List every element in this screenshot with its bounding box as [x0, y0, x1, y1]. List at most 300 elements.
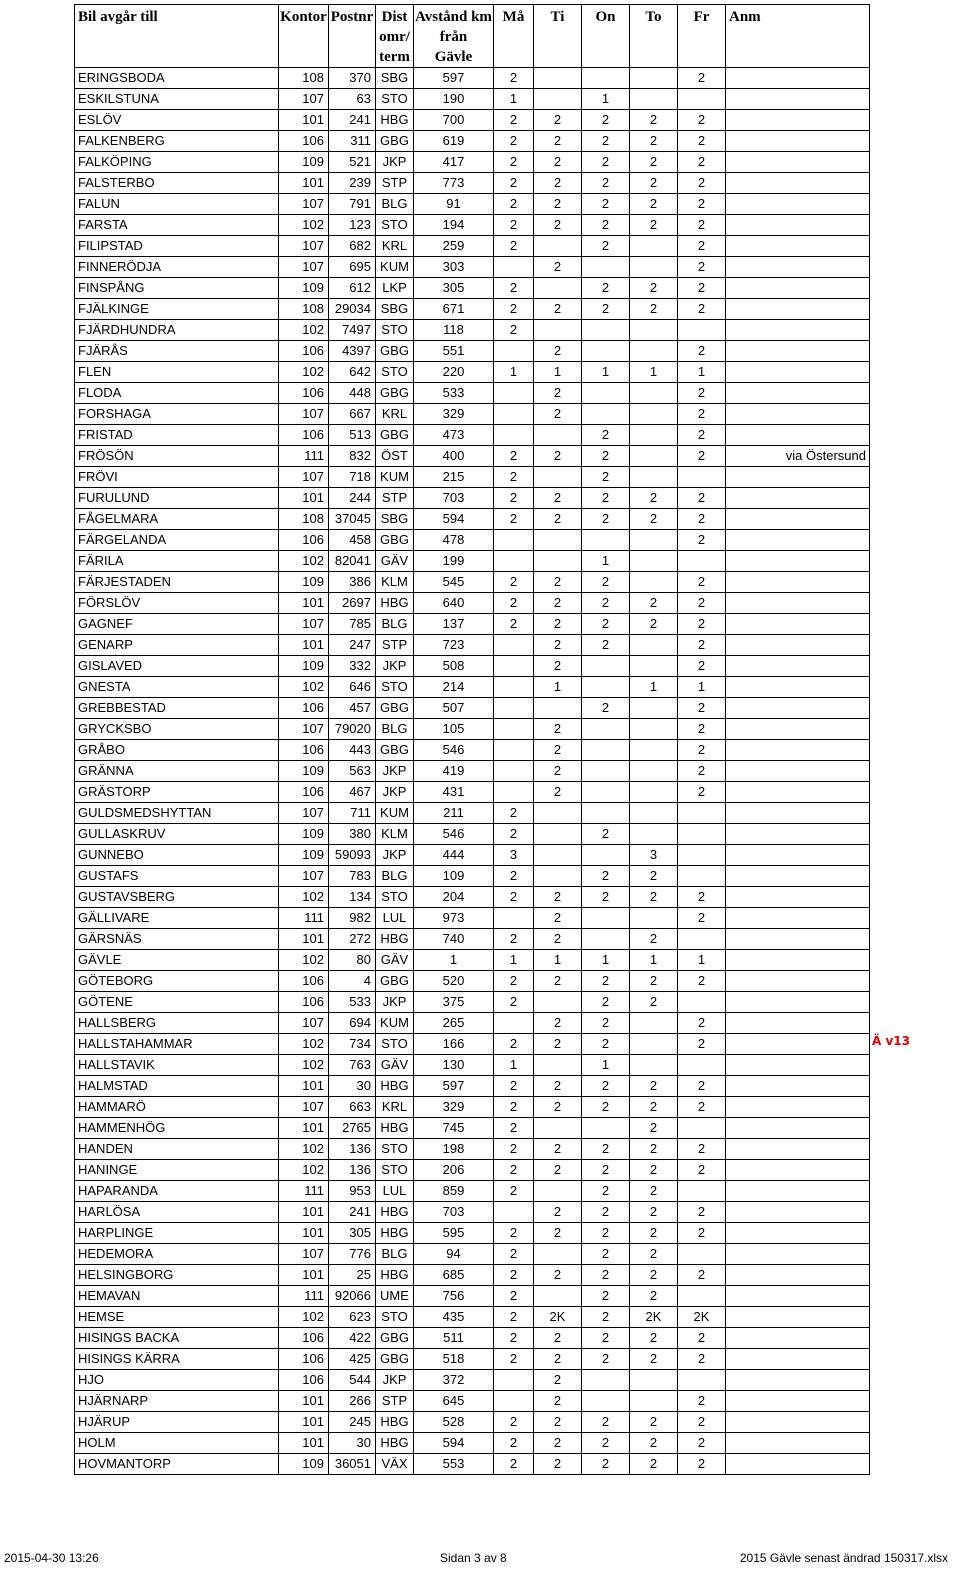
monday-cell: 2 — [494, 992, 534, 1013]
wednesday-cell: 2 — [582, 887, 630, 908]
monday-cell — [494, 719, 534, 740]
postcode-cell: 663 — [329, 1097, 376, 1118]
distance-cell: 214 — [414, 677, 494, 698]
office-cell: 109 — [279, 761, 329, 782]
wednesday-cell: 2 — [582, 593, 630, 614]
postcode-cell: 533 — [329, 992, 376, 1013]
distance-cell: 671 — [414, 299, 494, 320]
table-row — [75, 866, 870, 887]
wednesday-cell: 2 — [582, 215, 630, 236]
office-cell: 102 — [279, 362, 329, 383]
notes-cell — [726, 656, 870, 677]
postcode-cell: 30 — [329, 1076, 376, 1097]
postcode-cell: 123 — [329, 215, 376, 236]
notes-cell — [726, 257, 870, 278]
office-cell: 106 — [279, 425, 329, 446]
notes-cell — [726, 236, 870, 257]
table-row — [75, 68, 870, 89]
thursday-cell: 2 — [630, 278, 678, 299]
notes-cell — [726, 362, 870, 383]
distance-cell: 130 — [414, 1055, 494, 1076]
table-row — [75, 509, 870, 530]
tuesday-cell — [534, 320, 582, 341]
postcode-cell: 59093 — [329, 845, 376, 866]
wednesday-cell — [582, 404, 630, 425]
wednesday-cell: 2 — [582, 1223, 630, 1244]
change-note: Ä v13 — [872, 1034, 910, 1048]
header-line: omr/ — [379, 29, 410, 45]
friday-cell: 2 — [678, 635, 726, 656]
table-row — [75, 992, 870, 1013]
thursday-cell — [630, 1391, 678, 1412]
distance-cell: 594 — [414, 1433, 494, 1454]
district-cell: STP — [376, 173, 414, 194]
tuesday-cell: 2 — [534, 404, 582, 425]
wednesday-cell: 2 — [582, 425, 630, 446]
wednesday-cell: 2 — [582, 1265, 630, 1286]
notes-cell — [726, 131, 870, 152]
office-cell: 109 — [279, 656, 329, 677]
wednesday-cell: 2 — [582, 824, 630, 845]
tuesday-cell: 2 — [534, 656, 582, 677]
notes-cell — [726, 425, 870, 446]
notes-cell — [726, 341, 870, 362]
header-monday — [494, 5, 534, 68]
table-row — [75, 1265, 870, 1286]
tuesday-cell: 2 — [534, 1139, 582, 1160]
postcode-cell: 544 — [329, 1370, 376, 1391]
office-cell: 102 — [279, 1307, 329, 1328]
monday-cell: 2 — [494, 1349, 534, 1370]
destination-cell: FÄRILA — [75, 551, 279, 572]
table-row — [75, 551, 870, 572]
destination-cell: HEMAVAN — [75, 1286, 279, 1307]
tuesday-cell: 2 — [534, 173, 582, 194]
wednesday-cell: 2 — [582, 1244, 630, 1265]
distance-cell: 553 — [414, 1454, 494, 1475]
postcode-cell: 563 — [329, 761, 376, 782]
monday-cell: 2 — [494, 1097, 534, 1118]
distance-cell: 518 — [414, 1349, 494, 1370]
monday-cell: 1 — [494, 1055, 534, 1076]
district-cell: GÄV — [376, 950, 414, 971]
destination-cell: FALKÖPING — [75, 152, 279, 173]
notes-cell — [726, 89, 870, 110]
postcode-cell: 136 — [329, 1160, 376, 1181]
district-cell: KUM — [376, 1013, 414, 1034]
header-line: Kontor — [280, 9, 327, 25]
thursday-cell: 2 — [630, 1244, 678, 1265]
destination-cell: HALLSBERG — [75, 1013, 279, 1034]
friday-cell: 2 — [678, 782, 726, 803]
wednesday-cell: 2 — [582, 1013, 630, 1034]
thursday-cell — [630, 635, 678, 656]
postcode-cell: 370 — [329, 68, 376, 89]
distance-cell: 198 — [414, 1139, 494, 1160]
tuesday-cell: 2 — [534, 446, 582, 467]
notes-cell — [726, 782, 870, 803]
tuesday-cell: 2 — [534, 1013, 582, 1034]
notes-cell — [726, 1223, 870, 1244]
table-row — [75, 1076, 870, 1097]
tuesday-cell: 2 — [534, 1202, 582, 1223]
monday-cell: 2 — [494, 971, 534, 992]
district-cell: STO — [376, 215, 414, 236]
tuesday-cell — [534, 68, 582, 89]
monday-cell: 2 — [494, 299, 534, 320]
monday-cell — [494, 404, 534, 425]
wednesday-cell — [582, 341, 630, 362]
distance-cell: 520 — [414, 971, 494, 992]
district-cell: BLG — [376, 194, 414, 215]
district-cell: HBG — [376, 1265, 414, 1286]
table-row — [75, 383, 870, 404]
office-cell: 106 — [279, 1370, 329, 1391]
postcode-cell: 244 — [329, 488, 376, 509]
office-cell: 101 — [279, 1433, 329, 1454]
tuesday-cell: 2 — [534, 929, 582, 950]
table-row — [75, 614, 870, 635]
notes-cell — [726, 530, 870, 551]
distance-cell: 533 — [414, 383, 494, 404]
monday-cell — [494, 1013, 534, 1034]
notes-cell — [726, 488, 870, 509]
monday-cell: 2 — [494, 887, 534, 908]
tuesday-cell: 2 — [534, 1097, 582, 1118]
table-row — [75, 278, 870, 299]
notes-cell — [726, 593, 870, 614]
table-row — [75, 635, 870, 656]
tuesday-cell — [534, 845, 582, 866]
distance-cell: 372 — [414, 1370, 494, 1391]
distance-cell: 756 — [414, 1286, 494, 1307]
header-line: Ti — [550, 9, 565, 25]
tuesday-cell — [534, 1286, 582, 1307]
tuesday-cell: 2 — [534, 1433, 582, 1454]
thursday-cell: 1 — [630, 677, 678, 698]
destination-cell: GAGNEF — [75, 614, 279, 635]
distance-cell: 473 — [414, 425, 494, 446]
tuesday-cell — [534, 551, 582, 572]
thursday-cell: 2 — [630, 1181, 678, 1202]
tuesday-cell: 2 — [534, 1454, 582, 1475]
office-cell: 106 — [279, 698, 329, 719]
district-cell: GÄV — [376, 551, 414, 572]
table-row — [75, 488, 870, 509]
wednesday-cell: 2 — [582, 971, 630, 992]
wednesday-cell — [582, 383, 630, 404]
friday-cell — [678, 320, 726, 341]
destination-cell: FALKENBERG — [75, 131, 279, 152]
postcode-cell: 791 — [329, 194, 376, 215]
friday-cell: 2 — [678, 530, 726, 551]
wednesday-cell — [582, 68, 630, 89]
header-line: Fr — [693, 9, 710, 25]
table-row — [75, 1139, 870, 1160]
district-cell: HBG — [376, 1223, 414, 1244]
district-cell: BLG — [376, 1244, 414, 1265]
table-row — [75, 173, 870, 194]
district-cell: HBG — [376, 929, 414, 950]
friday-cell: 2 — [678, 194, 726, 215]
friday-cell: 1 — [678, 677, 726, 698]
table-row — [75, 908, 870, 929]
district-cell: KUM — [376, 467, 414, 488]
wednesday-cell: 2 — [582, 299, 630, 320]
thursday-cell — [630, 740, 678, 761]
distance-cell: 640 — [414, 593, 494, 614]
friday-cell — [678, 845, 726, 866]
thursday-cell: 2 — [630, 971, 678, 992]
notes-cell — [726, 1139, 870, 1160]
monday-cell — [494, 740, 534, 761]
distance-cell: 305 — [414, 278, 494, 299]
table-row — [75, 1160, 870, 1181]
destination-cell: FRÖVI — [75, 467, 279, 488]
wednesday-cell: 2 — [582, 1286, 630, 1307]
destination-cell: FALUN — [75, 194, 279, 215]
destination-cell: HISINGS KÄRRA — [75, 1349, 279, 1370]
destination-cell: FÄRGELANDA — [75, 530, 279, 551]
friday-cell: 2 — [678, 1412, 726, 1433]
friday-cell: 2 — [678, 257, 726, 278]
office-cell: 106 — [279, 1349, 329, 1370]
table-row — [75, 1202, 870, 1223]
monday-cell: 2 — [494, 488, 534, 509]
destination-cell: HALLSTAVIK — [75, 1055, 279, 1076]
friday-cell: 2 — [678, 1076, 726, 1097]
friday-cell: 2 — [678, 110, 726, 131]
district-cell: STP — [376, 488, 414, 509]
distance-cell: 773 — [414, 173, 494, 194]
distance-cell: 109 — [414, 866, 494, 887]
distance-cell: 597 — [414, 68, 494, 89]
distance-cell: 545 — [414, 572, 494, 593]
table-row — [75, 152, 870, 173]
wednesday-cell: 2 — [582, 866, 630, 887]
office-cell: 102 — [279, 551, 329, 572]
district-cell: KRL — [376, 236, 414, 257]
wednesday-cell: 2 — [582, 992, 630, 1013]
monday-cell: 2 — [494, 320, 534, 341]
header-line: To — [645, 9, 662, 25]
tuesday-cell: 2 — [534, 383, 582, 404]
table-row — [75, 1097, 870, 1118]
office-cell: 111 — [279, 1181, 329, 1202]
friday-cell: 2 — [678, 446, 726, 467]
office-cell: 102 — [279, 215, 329, 236]
office-cell: 107 — [279, 257, 329, 278]
postcode-cell: 443 — [329, 740, 376, 761]
distance-cell: 551 — [414, 341, 494, 362]
tuesday-cell: 2 — [534, 761, 582, 782]
distance-cell: 594 — [414, 509, 494, 530]
postcode-cell: 386 — [329, 572, 376, 593]
office-cell: 102 — [279, 1034, 329, 1055]
thursday-cell: 2 — [630, 215, 678, 236]
distance-cell: 973 — [414, 908, 494, 929]
district-cell: HBG — [376, 1202, 414, 1223]
postcode-cell: 422 — [329, 1328, 376, 1349]
destination-cell: HJO — [75, 1370, 279, 1391]
wednesday-cell: 2 — [582, 1328, 630, 1349]
thursday-cell: 2 — [630, 173, 678, 194]
district-cell: GÄV — [376, 1055, 414, 1076]
postcode-cell: 272 — [329, 929, 376, 950]
district-cell: STO — [376, 887, 414, 908]
district-cell: JKP — [376, 782, 414, 803]
destination-cell: GENARP — [75, 635, 279, 656]
wednesday-cell: 2 — [582, 131, 630, 152]
postcode-cell: 467 — [329, 782, 376, 803]
monday-cell: 2 — [494, 509, 534, 530]
notes-cell — [726, 803, 870, 824]
tuesday-cell — [534, 530, 582, 551]
district-cell: STO — [376, 677, 414, 698]
header-row — [75, 5, 870, 68]
monday-cell — [494, 782, 534, 803]
table-row — [75, 1412, 870, 1433]
tuesday-cell — [534, 866, 582, 887]
friday-cell: 1 — [678, 950, 726, 971]
postcode-cell: 80 — [329, 950, 376, 971]
destination-cell: GREBBESTAD — [75, 698, 279, 719]
district-cell: LKP — [376, 278, 414, 299]
table-row — [75, 572, 870, 593]
district-cell: LUL — [376, 908, 414, 929]
notes-cell — [726, 152, 870, 173]
header-destination — [75, 5, 279, 68]
wednesday-cell: 1 — [582, 89, 630, 110]
table-row — [75, 971, 870, 992]
distance-cell: 745 — [414, 1118, 494, 1139]
notes-cell — [726, 1244, 870, 1265]
friday-cell: 2 — [678, 278, 726, 299]
distance-cell: 91 — [414, 194, 494, 215]
tuesday-cell: 2 — [534, 719, 582, 740]
notes-cell — [726, 1412, 870, 1433]
destination-cell: HANINGE — [75, 1160, 279, 1181]
notes-cell — [726, 173, 870, 194]
table-row — [75, 1013, 870, 1034]
postcode-cell: 4397 — [329, 341, 376, 362]
tuesday-cell: 2 — [534, 257, 582, 278]
table-row — [75, 1349, 870, 1370]
friday-cell: 2 — [678, 1328, 726, 1349]
distance-cell: 204 — [414, 887, 494, 908]
thursday-cell: 2 — [630, 1097, 678, 1118]
postcode-cell: 134 — [329, 887, 376, 908]
postcode-cell: 2765 — [329, 1118, 376, 1139]
distance-cell: 723 — [414, 635, 494, 656]
wednesday-cell — [582, 803, 630, 824]
distance-cell: 417 — [414, 152, 494, 173]
wednesday-cell: 2 — [582, 194, 630, 215]
header-line: Bil avgår till — [78, 9, 158, 25]
postcode-cell: 448 — [329, 383, 376, 404]
distance-cell: 478 — [414, 530, 494, 551]
monday-cell: 2 — [494, 236, 534, 257]
notes-cell — [726, 824, 870, 845]
friday-cell — [678, 1286, 726, 1307]
office-cell: 111 — [279, 908, 329, 929]
friday-cell: 2 — [678, 509, 726, 530]
table-row — [75, 362, 870, 383]
district-cell: KLM — [376, 824, 414, 845]
postcode-cell: 612 — [329, 278, 376, 299]
postcode-cell: 92066 — [329, 1286, 376, 1307]
postcode-cell: 82041 — [329, 551, 376, 572]
thursday-cell: 2 — [630, 1118, 678, 1139]
tuesday-cell — [534, 1118, 582, 1139]
destination-cell: HALLSTAHAMMAR — [75, 1034, 279, 1055]
thursday-cell: 2 — [630, 929, 678, 950]
thursday-cell: 2K — [630, 1307, 678, 1328]
district-cell: HBG — [376, 593, 414, 614]
notes-cell — [726, 845, 870, 866]
notes-cell — [726, 1097, 870, 1118]
friday-cell: 2 — [678, 425, 726, 446]
table-row — [75, 1181, 870, 1202]
notes-cell — [726, 908, 870, 929]
notes-cell — [726, 1265, 870, 1286]
distance-cell: 105 — [414, 719, 494, 740]
postcode-cell: 763 — [329, 1055, 376, 1076]
thursday-cell: 2 — [630, 1160, 678, 1181]
distance-cell: 375 — [414, 992, 494, 1013]
office-cell: 101 — [279, 488, 329, 509]
header-notes — [726, 5, 870, 68]
district-cell: HBG — [376, 1076, 414, 1097]
thursday-cell: 2 — [630, 887, 678, 908]
distance-cell: 546 — [414, 824, 494, 845]
monday-cell: 2 — [494, 1034, 534, 1055]
tuesday-cell: 2 — [534, 1223, 582, 1244]
friday-cell: 2 — [678, 1139, 726, 1160]
distance-cell: 1 — [414, 950, 494, 971]
wednesday-cell: 2 — [582, 173, 630, 194]
thursday-cell: 2 — [630, 1454, 678, 1475]
friday-cell: 2 — [678, 404, 726, 425]
table-row — [75, 299, 870, 320]
wednesday-cell — [582, 656, 630, 677]
monday-cell: 2 — [494, 1223, 534, 1244]
postcode-cell: 642 — [329, 362, 376, 383]
office-cell: 109 — [279, 845, 329, 866]
destination-cell: HOVMANTORP — [75, 1454, 279, 1475]
distance-cell: 94 — [414, 1244, 494, 1265]
thursday-cell: 3 — [630, 845, 678, 866]
destination-cell: HANDEN — [75, 1139, 279, 1160]
office-cell: 107 — [279, 614, 329, 635]
destination-cell: HARPLINGE — [75, 1223, 279, 1244]
district-cell: SBG — [376, 509, 414, 530]
district-cell: JKP — [376, 761, 414, 782]
monday-cell: 2 — [494, 173, 534, 194]
friday-cell — [678, 1055, 726, 1076]
destination-cell: GUNNEBO — [75, 845, 279, 866]
thursday-cell — [630, 341, 678, 362]
postcode-cell: 695 — [329, 257, 376, 278]
table-row — [75, 131, 870, 152]
monday-cell: 2 — [494, 929, 534, 950]
office-cell: 107 — [279, 803, 329, 824]
header-postcode — [329, 5, 376, 68]
thursday-cell — [630, 551, 678, 572]
destination-cell: HAMMARÖ — [75, 1097, 279, 1118]
friday-cell: 2 — [678, 152, 726, 173]
table-row — [75, 236, 870, 257]
